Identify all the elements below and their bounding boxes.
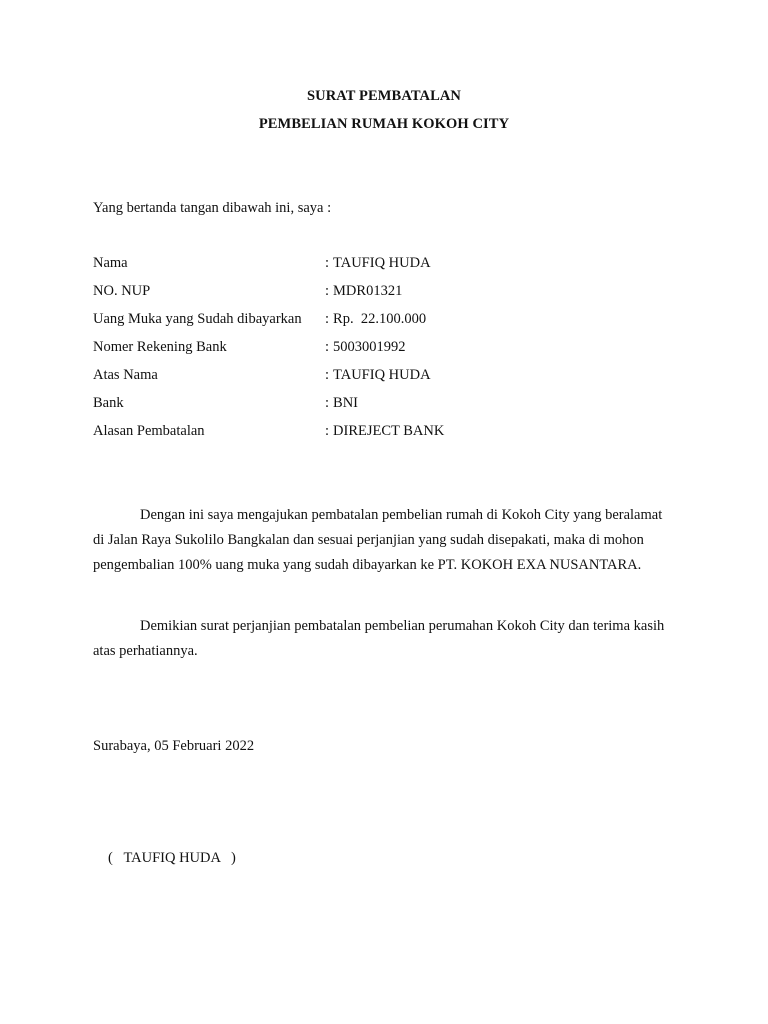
field-label: Nomer Rekening Bank <box>93 339 227 355</box>
signature-open-paren: ( <box>108 850 124 866</box>
field-colon: : <box>325 255 330 271</box>
field-value: 5003001992 <box>333 339 406 355</box>
paragraph-text: Dengan ini saya mengajukan pembatalan pembelian rumah di Kokoh City yang beralamat di Jalan Raya Sukolilo Bangkalan dan sesuai perjanjian yang sudah disepakati, maka di mohon pengembalian 100% uang muka yang sudah dibayarkan ke PT. KOKOH EXA NUSANTARA. <box>93 507 663 573</box>
field-label: Bank <box>93 395 124 411</box>
field-label: Uang Muka yang Sudah dibayarkan <box>93 311 302 327</box>
field-value: DIREJECT BANK <box>333 423 445 439</box>
field-value: BNI <box>333 395 359 411</box>
field-row-bank <box>93 395 693 423</box>
field-colon: : <box>325 339 330 355</box>
field-label: Atas Nama <box>93 367 158 383</box>
intro-statement: Yang bertanda tangan dibawah ini, saya : <box>93 200 332 216</box>
field-value: TAUFIQ HUDA <box>333 367 431 383</box>
field-value: MDR01321 <box>333 283 403 299</box>
field-colon: : <box>325 311 330 327</box>
field-colon: : <box>325 283 330 299</box>
field-row-nama <box>93 255 693 283</box>
field-row-alasan <box>93 423 693 451</box>
field-row-nup <box>93 283 693 311</box>
field-row-atas-nama <box>93 367 693 395</box>
body-paragraph-request <box>93 503 675 578</box>
place-date: Surabaya, 05 Februari 2022 <box>93 738 255 754</box>
field-value: Rp. 22.100.000 <box>333 311 427 327</box>
identity-fields <box>93 255 693 451</box>
field-value: TAUFIQ HUDA <box>333 255 431 271</box>
field-label: NO. NUP <box>93 283 151 299</box>
field-colon: : <box>325 395 330 411</box>
field-label: Alasan Pembatalan <box>93 423 205 439</box>
signature-block <box>108 850 236 867</box>
signature-name: TAUFIQ HUDA <box>123 850 221 866</box>
paragraph-text: Demikian surat perjanjian pembatalan pembelian perumahan Kokoh City dan terima kasih atas perhatiannya. <box>93 618 665 659</box>
field-colon: : <box>325 367 330 383</box>
field-colon: : <box>325 423 330 439</box>
field-row-uang-muka <box>93 311 693 339</box>
field-label: Nama <box>93 255 128 271</box>
body-paragraph-closing <box>93 614 675 664</box>
document-title: SURAT PEMBATALAN <box>307 88 461 104</box>
field-row-rekening <box>93 339 693 367</box>
signature-close-paren: ) <box>220 850 236 866</box>
document-subtitle: PEMBELIAN RUMAH KOKOH CITY <box>258 116 510 132</box>
